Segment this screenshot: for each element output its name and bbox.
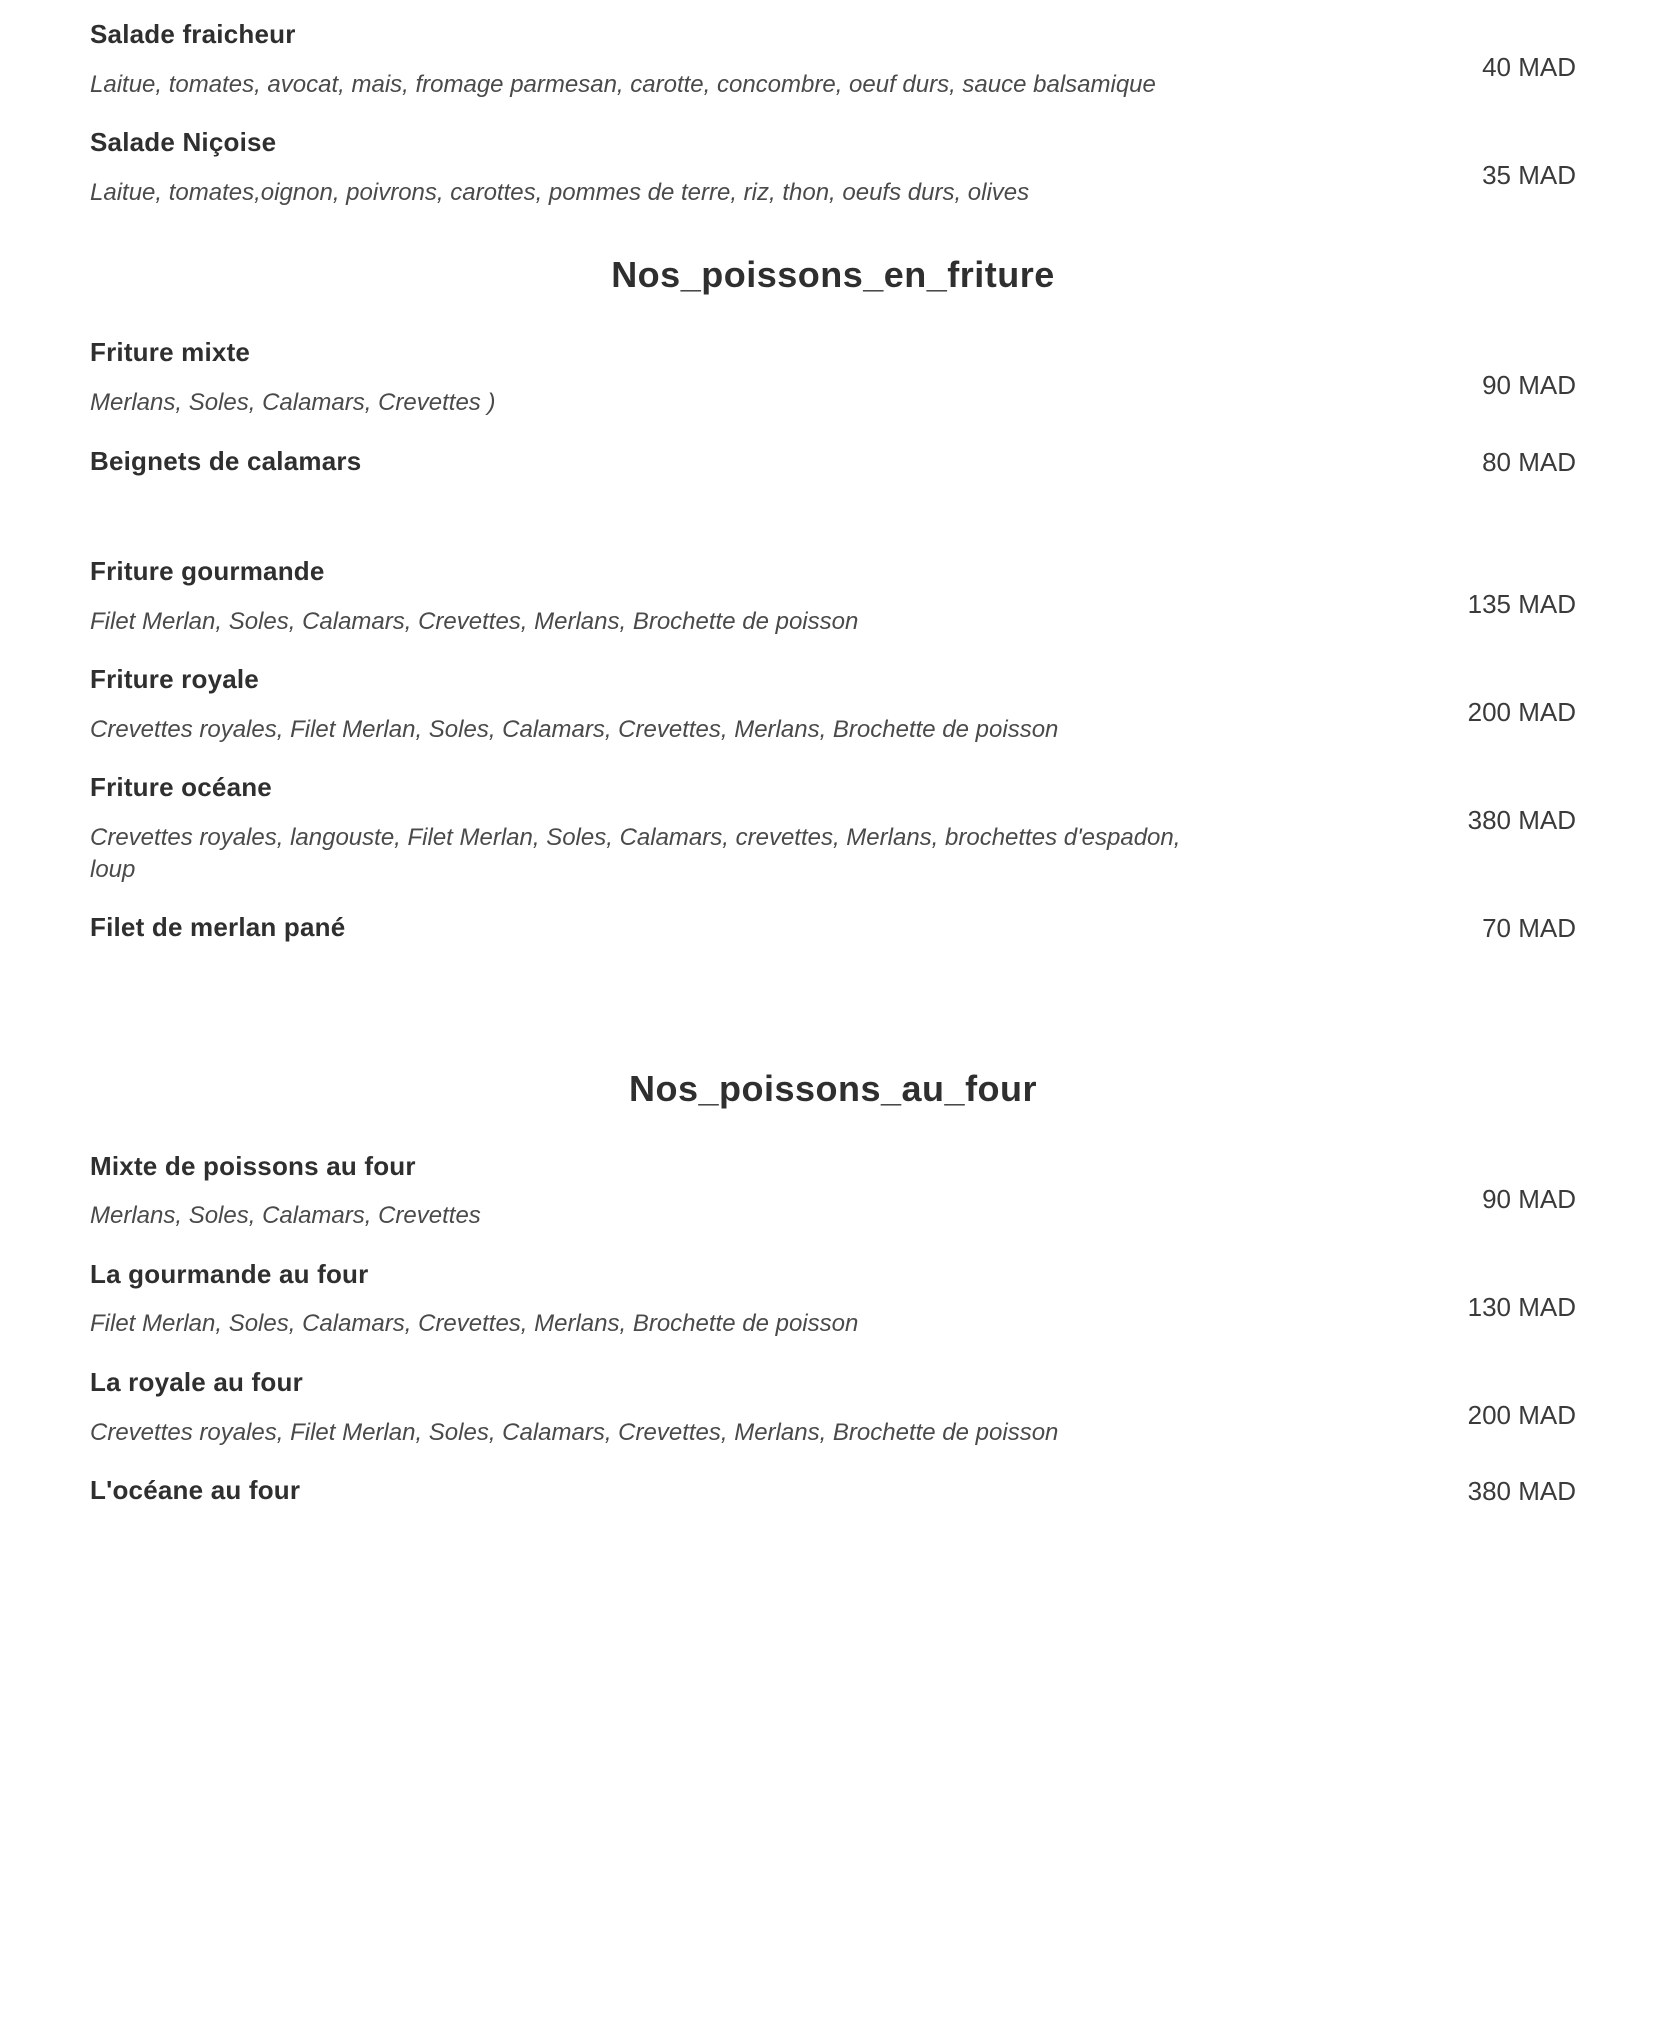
menu-item-row [90, 445, 1576, 496]
menu-item [90, 1258, 1576, 1340]
menu-item-name: Beignets de calamars [90, 445, 362, 476]
menu-item-row [90, 126, 1576, 208]
menu-item-price: 135 MAD [1467, 589, 1576, 620]
menu-item-description: Filet Merlan, Soles, Calamars, Crevettes, Merlans, Brochette de poisson [90, 1310, 859, 1338]
menu-item-description: Laitue, tomates, avocat, mais, fromage parmesan, carotte, concombre, oeuf durs, sauce balsamique [90, 70, 1156, 98]
menu-item-price: 90 MAD [1482, 370, 1576, 401]
menu-item-name: L'océane au four [90, 1475, 301, 1506]
menu-item-texts [90, 555, 1220, 637]
menu-item-name: La royale au four [90, 1367, 303, 1398]
menu-item [90, 445, 1576, 496]
menu-item-price: 90 MAD [1482, 1183, 1576, 1214]
section-heading: Nos_poissons_en_friture [611, 254, 1055, 296]
menu-item-description: Merlans, Soles, Calamars, Crevettes ) [90, 388, 496, 416]
menu-item-description: Crevettes royales, Filet Merlan, Soles, Calamars, Crevettes, Merlans, Brochette de poisson [90, 715, 1059, 743]
menu-item-texts [90, 663, 1220, 745]
menu-item-name: Salade fraicheur [90, 19, 296, 49]
menu-item [90, 911, 1576, 962]
menu-item [90, 18, 1576, 100]
menu-item-name: Filet de merlan pané [90, 912, 346, 943]
menu-item-row [90, 18, 1576, 100]
menu-item-name: Friture mixte [90, 337, 251, 368]
menu-item-description: Laitue, tomates,oignon, poivrons, carottes, pommes de terre, riz, thon, oeufs durs, olives [90, 178, 1030, 206]
menu-item-texts [90, 1474, 1220, 1525]
menu-item [90, 1150, 1576, 1232]
menu-item-price: 380 MAD [1467, 1476, 1576, 1507]
menu-item-texts [90, 336, 1220, 418]
menu-item-row [90, 555, 1576, 637]
menu-item-name: Salade Niçoise [90, 127, 277, 158]
menu-item-row [90, 911, 1576, 962]
menu-item-row [90, 771, 1576, 885]
menu-item-name: La gourmande au four [90, 1258, 369, 1289]
menu-item-texts [90, 1150, 1220, 1232]
menu-item-name: Friture gourmande [90, 556, 325, 587]
menu-item [90, 663, 1576, 745]
menu-item-description: Crevettes royales, langouste, Filet Merlan, Soles, Calamars, crevettes, Merlans, brochettes d'espadon, loup [90, 823, 1181, 883]
menu-item [90, 1366, 1576, 1448]
menu-item [90, 126, 1576, 208]
menu-item-price: 80 MAD [1482, 446, 1576, 477]
menu-item-texts [90, 445, 1220, 496]
menu-item [90, 1474, 1576, 1525]
spacer [90, 1551, 1576, 1585]
menu-item [90, 555, 1576, 637]
menu-item-texts [90, 1258, 1220, 1340]
menu-item-price: 200 MAD [1467, 1400, 1576, 1431]
menu-item-price: 40 MAD [1482, 52, 1576, 82]
menu-item-price: 130 MAD [1467, 1291, 1576, 1322]
menu-item-description: Merlans, Soles, Calamars, Crevettes [90, 1202, 481, 1230]
menu-item-price: 70 MAD [1482, 913, 1576, 944]
menu-item-name: Friture royale [90, 664, 259, 695]
menu-item-price: 380 MAD [1467, 805, 1576, 836]
menu-item-row [90, 663, 1576, 745]
menu-item [90, 771, 1576, 885]
spacer [90, 521, 1576, 555]
menu-item-texts [90, 18, 1220, 100]
menu-item-row [90, 1474, 1576, 1525]
menu-item-row [90, 1366, 1576, 1448]
menu-item-name: Mixte de poissons au four [90, 1150, 416, 1181]
spacer [90, 988, 1576, 1022]
menu-item-texts [90, 911, 1220, 962]
menu-item-row [90, 1150, 1576, 1232]
menu-item-texts [90, 126, 1220, 208]
menu-item-price: 35 MAD [1482, 160, 1576, 191]
menu-item-name: Friture océane [90, 772, 272, 803]
menu-item-texts [90, 1366, 1220, 1448]
menu-item-description: Filet Merlan, Soles, Calamars, Crevettes, Merlans, Brochette de poisson [90, 607, 859, 635]
menu-item-price: 200 MAD [1467, 697, 1576, 728]
menu-item-texts [90, 771, 1220, 885]
menu-item-description: Crevettes royales, Filet Merlan, Soles, Calamars, Crevettes, Merlans, Brochette de poisson [90, 1418, 1059, 1446]
menu-item [90, 336, 1576, 418]
section-heading: Nos_poissons_au_four [628, 1067, 1038, 1109]
menu-item-row [90, 336, 1576, 418]
menu-item-row [90, 1258, 1576, 1340]
